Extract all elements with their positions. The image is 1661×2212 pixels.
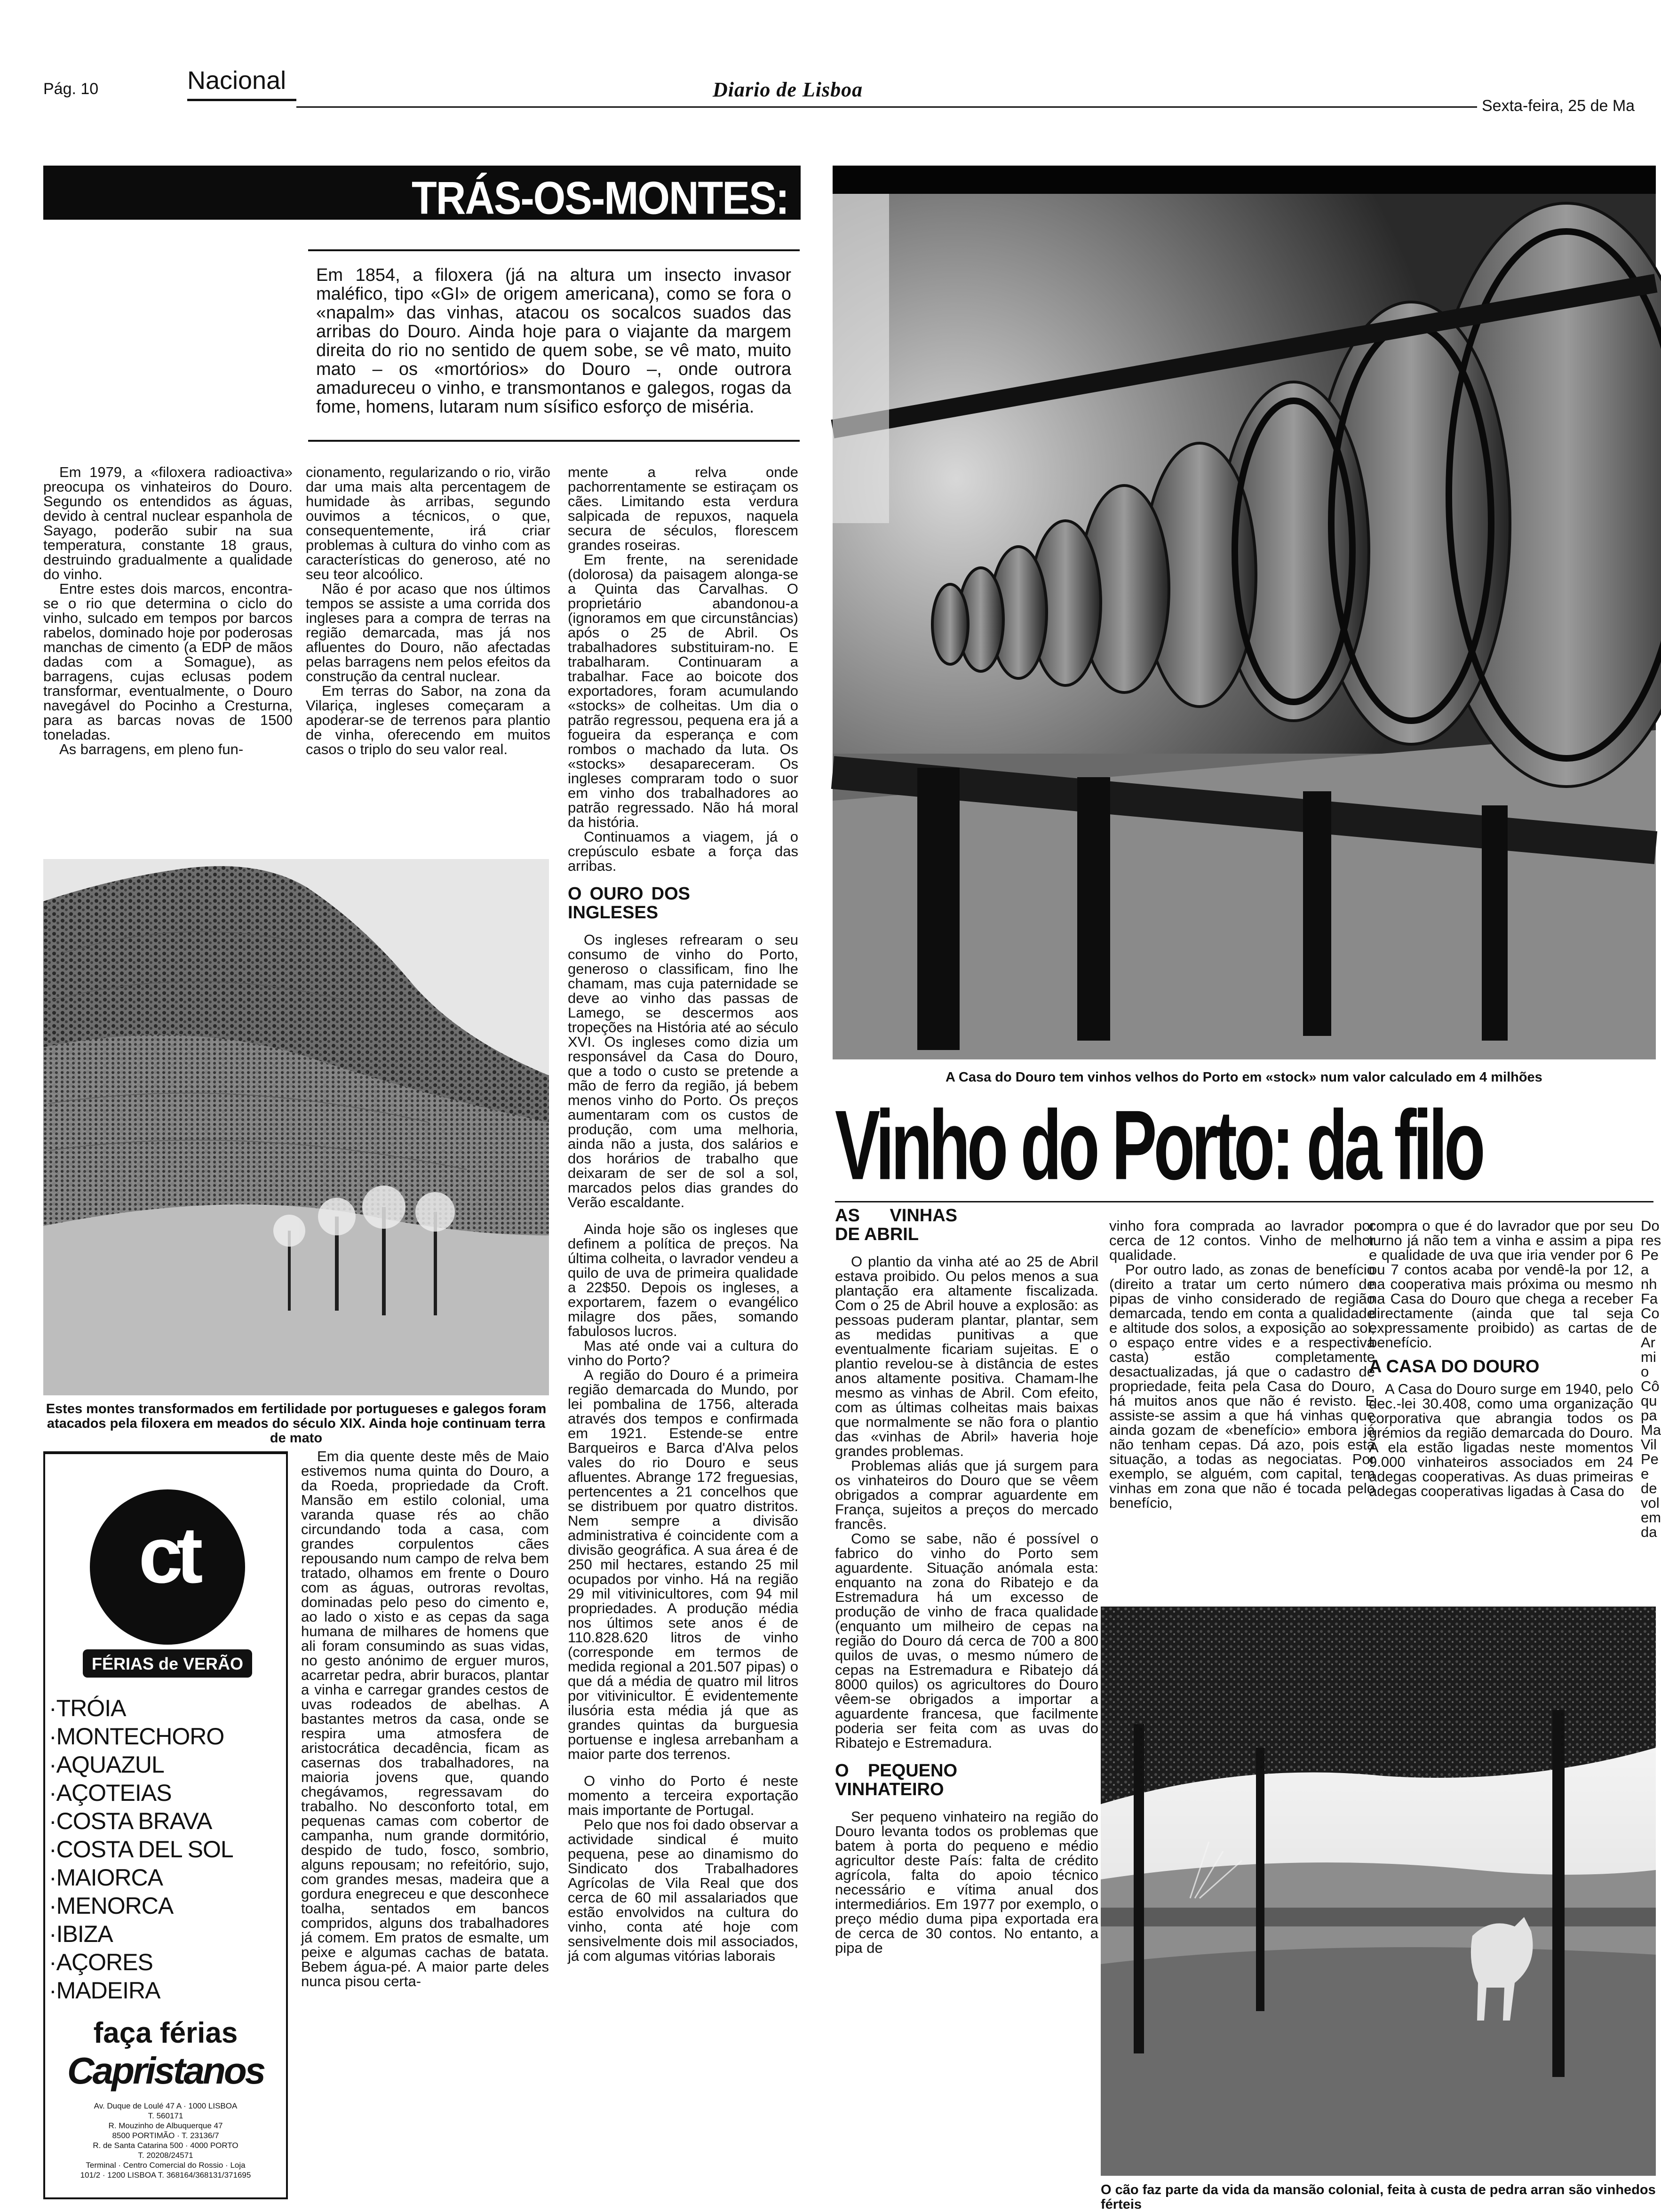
intro-rule-top — [308, 249, 800, 251]
paragraph: Em terras do Sabor, na zona da Vilariça, ingleses começaram a apoderar-se de terrenos para plantio de vinha, oferecendo em muitos casos o triplo do seu valor real. — [306, 683, 550, 757]
subhead-abril: AS VINHAS DE ABRIL — [835, 1206, 957, 1244]
paragraph: Continuamos a viagem, já o crepúsculo esbate a força das arribas. — [568, 828, 798, 874]
subhead-pequeno: O PEQUENO VINHATEIRO — [835, 1761, 957, 1799]
ad-logo — [90, 1489, 245, 1645]
hills-illustration — [43, 859, 549, 1395]
fragment: em — [1641, 1509, 1661, 1526]
dog-caption: O cão faz parte da vida da mansão colonial, feita à custa de pedra arran são vinhedos férteis — [1101, 2182, 1656, 2212]
fragment: Pe — [1641, 1451, 1659, 1467]
paragraph: Ser pequeno vinhateiro na região do Douro levanta todos os problemas que batem à porta do pequeno e médio agricultor deste País: falta de crédito agrícola, falta do apoio técnico necessário e vítima anual dos intermediários. Em 1977 por exemplo, o preço médio duma pipa exportada era de cerca de 30 contos. No entanto, a pipa de — [835, 1808, 1098, 1956]
page-number: Pág. 10 — [43, 80, 99, 98]
subhead-ouro: O OURO DOS INGLESES — [568, 884, 690, 923]
paragraph: Como se sabe, não é possível o fabrico do vinho do Porto sem aguardente. Situação anómala esta: enquanto na zona do Ribatejo e da Estremadura há um excesso de produção de vinho de fraca qualidade (enquanto um milheiro de cepas na região do Douro dá cerca de 700 a 800 quilos de uvas, o mesmo número de cepas na Estremadura e Ribatejo dá 8000 quilos) os agricultores do Douro vêem-se obrigados a importar a aguardente francesa, que facilmente poderia ser feita com as uvas do Ribatejo e Estremadura. — [835, 1530, 1098, 1751]
destination-item: ·MENORCA — [49, 1893, 174, 1919]
fragment: mi — [1641, 1349, 1656, 1365]
fragment: o — [1641, 1363, 1649, 1380]
paragraph: Mas até onde vai a cultura do vinho do Porto? — [568, 1337, 798, 1369]
region-banner — [43, 166, 801, 224]
address-line: T. 560171 — [148, 2111, 183, 2120]
fragment: e — [1641, 1465, 1649, 1482]
address-line: R. de Santa Catarina 500 · 4000 PORTO — [93, 2141, 238, 2150]
subhead-casa: A CASA DO DOURO — [1369, 1357, 1540, 1377]
destination-label: AÇORES — [56, 1949, 153, 1975]
intro-text: Em 1854, a filoxera (já na altura um insecto invasor maléfico, tipo «GI» de origem americana), como se fora o «napalm» das vinhas, atacou os socalcos suados das arribas do Douro. Ainda hoje para o viajante da margem direita do rio no sentido de quem sobe, se vê mato, muito mato – os «mortórios» do Douro –, onde outrora amadureceu o vinho, e transmontanos e galegos, rogas da fome, homens, lutaram num sísifico esforço de miséria. — [316, 265, 791, 417]
destination-item: ·IBIZA — [49, 1921, 113, 1947]
paragraph: mente a relva onde pachorrentamente se estiraçam os cães. Limitando esta verdura salpicada de repuxos, naquela secura de séculos, florescem grandes roseiras. — [568, 464, 798, 553]
fragment: Cô — [1641, 1378, 1660, 1394]
destination-item: ·MADEIRA — [49, 1977, 160, 2004]
paragraph: A Casa do Douro surge em 1940, pelo dec.-lei 30.408, como uma organização corporativa que abrangia todos os grémios da região demarcada do Douro. A ela estão ligadas neste momentos 9.000 vinhateiros associados em 24 adegas cooperativas. As duas primeiras adegas cooperativas ligadas à Casa do — [1369, 1381, 1633, 1499]
destination-item: ·TRÓIA — [49, 1695, 126, 1721]
address-line: Av. Duque de Loulé 47 A · 1000 LISBOA — [94, 2101, 238, 2110]
destination-item: ·MONTECHORO — [49, 1723, 224, 1750]
date: Sexta-feira, 25 de Ma — [1482, 97, 1635, 115]
destination-label: COSTA BRAVA — [56, 1808, 212, 1834]
paragraph: A região do Douro é a primeira região demarcada do Mundo, por lei pombalina de 1756, alterada através dos tempos e confirmada em 1921. Estende-se entre Barqueiros e Barca d'Alva pelos vales do rio Douro e seus afluentes. Abrange 172 freguesias, pertencentes a 21 concelhos que se distribuem por quatro distritos. Nem sempre a divisão administrativa é coincidente com a divisão geográfica. A sua área é de 250 mil hectares, estando 25 mil ocupados por vinho. Há na região 29 mil vitivinicultores, com 94 mil propriedades. A produção média nos últimos sete anos é de 110.828.620 litros de vinho (corresponde em termos de medida regional a 201.507 pipas) o que dá a média de quatro mil litros por vitivinicultor. É evidentemente ilusória esta média já que as grandes quintas da burguesia portuense e inglesa arrebanham a maior parte dos terrenos. — [568, 1367, 798, 1762]
paragraph: vinho fora comprada ao lavrador por cerca de 12 contos. Vinho de melhor qualidade. — [1109, 1217, 1375, 1263]
barrels-caption: A Casa do Douro tem vinhos velhos do Porto em «stock» num valor calculado em 4 milhões — [946, 1070, 1542, 1085]
header-rule — [296, 106, 1477, 108]
fragment: Pe — [1641, 1247, 1659, 1263]
destination-item: ·AÇOTEIAS — [49, 1780, 172, 1806]
barrels-photo — [833, 166, 1656, 1059]
destination-label: AÇOTEIAS — [56, 1780, 172, 1806]
hills-photo — [43, 859, 549, 1395]
fragment: a — [1641, 1261, 1649, 1278]
masthead: Diario de Lisboa — [713, 78, 863, 101]
fragment: Co — [1641, 1305, 1660, 1321]
fragment: Ar — [1641, 1334, 1655, 1351]
intro-rule-bottom — [308, 440, 800, 442]
destination-item: ·COSTA DEL SOL — [49, 1836, 233, 1862]
paragraph: O plantio da vinha até ao 25 de Abril estava proibido. Ou pelos menos a sua plantação era altamente fiscalizada. Com o 25 de Abril houve a explosão: as pessoas puderam plantar, plantar, sem as medidas punitivas a que eventualmente ficariam sujeitas. E o plantio revelou-se à distância de estes anos altamente positiva. Chamam-lhe mesmo as vinhas de Abril. Com efeito, com as últimas colheitas mais baixas que normalmente se não fora o plantio das «vinhas de Abril» haveria hoje grandes problemas. — [835, 1253, 1098, 1459]
paragraph: Em dia quente deste mês de Maio estivemos numa quinta do Douro, a da Roeda, propriedade da Croft. Mansão em estilo colonial, uma varanda quase rés ao chão circundando toda a casa, com grandes corpulentos cães repousando num campo de relva bem tratado, olhamos em frente o Douro com as águas, outroras revoltas, dominadas pelo peso do cimento e, ao lado o xisto e as cepas da saga humana de milhares de homens que ali foram consumindo as suas vidas, no gesto anónimo de erguer muros, acarretar pedra, abrir buracos, plantar a vinha e carregar grandes cestos de uvas rodeados de abelhas. A bastantes metros da casa, onde se respira uma atmosfera de aristocrática decadência, ficam as casernas dos trabalhadores, na maioria jovens que, quando chegávamos, regressavam do trabalho. No desconforto total, em pequenas camas com cobertor de campanha, num grande dormitório, despido de tudo, fosco, sombrio, alguns repousam; no refeitório, sujo, com grandes mesas, madeira que a gordura enegreceu e que desconhece toalha, sentados em bancos compridos, alguns dos trabalhadores já comem. Em pratos de esmalte, um peixe e algumas cachas de batata. Bebem água-pé. A maior parte deles nunca pisou certa- — [301, 1448, 549, 1989]
paragraph: Ainda hoje são os ingleses que definem a política de preços. Na última colheita, o lavrador vendeu a quilo de uva de primeira qualidade a 22$50. Depois os ingleses, a exportarem, fazem o evangélico milagre dos pães, somando fabulosos lucros. — [568, 1221, 798, 1339]
column-casa — [1369, 1218, 1633, 1498]
column-abril — [835, 1195, 1098, 1955]
section-label: Nacional — [187, 66, 286, 95]
destination-label: MADEIRA — [56, 1977, 160, 2004]
paragraph: cionamento, regularizando o rio, virão dar uma mais alta percentagem de humidade às arribas, segundo ouvimos a técnicos, o que, consequentemente, irá criar problemas à cultura do vinho com as características do generoso, até no seu teor alcoólico. — [306, 464, 550, 582]
fragment: qu — [1641, 1392, 1657, 1409]
destination-label: MAIORCA — [56, 1864, 163, 1891]
address-line: R. Mouzinho de Albuquerque 47 — [108, 2121, 223, 2130]
destination-item: ·COSTA BRAVA — [49, 1808, 212, 1834]
section-underline — [187, 99, 296, 101]
paragraph: Os ingleses refrearam o seu consumo de vinho do Porto, generoso o classificam, fino lhe chamam, mas cuja paternidade se deve ao vinho das passas de Lamego, se descermos aos tropeções na História até ao século XVI. Os ingleses como dizia um responsável da Casa do Douro, que a todo o custo se pretende a mão de ferro da região, já bebem menos vinho do Porto. Os preços aumentaram com os custos de produção, com uma melhoria, ainda não a justa, dos salários e dos horários de trabalho que deixaram de ser de sol a sol, marcados pelos dias grandes do Verão escaldante. — [568, 931, 798, 1210]
destination-label: TRÓIA — [56, 1695, 126, 1721]
fragment: res — [1641, 1232, 1661, 1249]
ad-logo-text: ct — [138, 1511, 197, 1600]
fragment: da — [1641, 1524, 1657, 1540]
paragraph: compra o que é do lavrador que por seu turno já não tem a vinha e assim a pipa e qualidade de uva que iria vender por 6 ou 7 contos acaba por vendê-la por 12, na cooperativa mais próxima ou mesmo na Casa do Douro que chega a receber directamente (ainda que tal seja expressamente proibido) as cartas de benefício. — [1369, 1217, 1633, 1351]
fragment: Do — [1641, 1217, 1660, 1234]
fragment: de — [1641, 1320, 1657, 1336]
barrels-illustration — [833, 166, 1656, 1059]
destination-label: MONTECHORO — [56, 1723, 224, 1750]
destination-label: MENORCA — [56, 1893, 174, 1919]
main-headline: Vinho do Porto: da filo — [835, 1090, 1482, 1201]
fragment: Fa — [1641, 1290, 1658, 1307]
paragraph: Não é por acaso que nos últimos tempos se assiste a uma corrida dos ingleses para a compra de terras na região demarcada, mas já nos afluentes do Douro, não afectadas pelas barragens nem pelos efeitos da construção da central nuclear. — [306, 581, 550, 684]
column-cutoff — [1641, 1218, 1660, 1539]
destination-label: IBIZA — [56, 1921, 113, 1947]
region-title: TRÁS-OS-MONTES: — [411, 172, 788, 224]
ad-brand: Capristanos — [67, 2050, 264, 2092]
paragraph: Pelo que nos foi dado observar a actividade sindical é muito pequena, pese ao dinamismo do Sindicato dos Trabalhadores Agrícolas de Vila Real que dos cerca de 60 mil assalariados que estão envolvidos na cultura do vinho, conta até hoje com sensivelmente dois mil associados, já com algumas vitórias laborais — [568, 1816, 798, 1964]
address-line: Terminal · Centro Comercial do Rossio · Loja — [86, 2161, 246, 2170]
destination-item: ·AQUAZUL — [49, 1751, 164, 1778]
fragment: vol — [1641, 1495, 1660, 1511]
ad-destinations — [49, 1694, 284, 2005]
dog-photo — [1101, 1607, 1656, 2176]
column-quinta — [301, 1449, 549, 1989]
paragraph: Em 1979, a «filoxera radioactiva» preocupa os vinhateiros do Douro. Segundo os entendidos as águas, devido à central nuclear espanhola de Sayago, poderão subir na sua temperatura, constante 18 graus, destruindo gradualmente a qualidade do vinho. — [43, 464, 293, 582]
column-1 — [43, 465, 293, 756]
destination-label: AQUAZUL — [56, 1751, 164, 1778]
address-line: 101/2 · 1200 LISBOA T. 368164/368131/371695 — [80, 2171, 251, 2180]
address-line: 8500 PORTIMÃO · T. 23136/7 — [112, 2131, 219, 2140]
capristanos-ad — [43, 1451, 288, 2199]
address-line: T. 20208/24571 — [138, 2151, 193, 2160]
paragraph: Em frente, na serenidade (dolorosa) da paisagem alonga-se a Quinta das Carvalhas. O proprietário abandonou-a (ignoramos em que circunstâncias) após o 25 de Abril. Os trabalhadores substituiram-no. E trabalharam. Continuaram a trabalhar. Face ao boicote dos exportadores, foram acumulando «stocks» de colheitas. Um dia o patrão regressou, pequena era já a fogueira da esperança e com rombos o machado da luta. Os «stocks» desapareceram. Os ingleses compraram todo o suor em vinho dos trabalhadores ao patrão regressado. Não há moral da história. — [568, 551, 798, 830]
destination-item: ·AÇORES — [49, 1949, 153, 1975]
fragment: pa — [1641, 1407, 1657, 1424]
column-3 — [568, 465, 798, 1963]
dog-illustration — [1101, 1607, 1656, 2176]
hills-caption: Estes montes transformados em fertilidade por portugueses e galegos foram atacados pela filoxera em meados do século XIX. Ainda hoje continuam terra de mato — [46, 1401, 547, 1446]
destination-item: ·MAIORCA — [49, 1864, 163, 1891]
paragraph: Por outro lado, as zonas de benefício (direito a tratar um certo número de pipas de vinho considerado de região demarcada, tendo em conta a qualidade e altitude dos solos, a exposição ao sol, o espaço entre vides e a respectiva casta) estão completamente desactualizadas, já que o cadastro de propriedade, feita pela Casa do Douro, há muitos anos que não é revisto. E assiste-se assim a que há vinhas que ainda gozam de «benefício» embora já não tenham cepas. Dá azo, pois esta situação, a todas as negociatas. Por exemplo, se alguém, com capital, tem vinhas em zona que não é tocada pelo benefício, — [1109, 1261, 1375, 1511]
fragment: de — [1641, 1480, 1657, 1496]
destination-label: COSTA DEL SOL — [56, 1836, 233, 1862]
paragraph: Entre estes dois marcos, encontra-se o rio que determina o ciclo do vinho, sulcado em tempos por barcos rabelos, dominado hoje por poderosas manchas de cimento (a EDP de mãos dadas com a Somague), as barragens, cujas eclusas podem transformar, eventualmente, o Douro navegável do Pocinho a Cresturna, para as barcas novas de 1500 toneladas. — [43, 581, 293, 743]
ad-tagline: faça férias — [93, 2017, 238, 2049]
column-2 — [306, 465, 550, 756]
fragment: Vil — [1641, 1436, 1657, 1453]
ad-addresses — [50, 2101, 281, 2180]
paragraph: O vinho do Porto é neste momento a terceira exportação mais importante de Portugal. — [568, 1773, 798, 1818]
paragraph: Problemas aliás que já surgem para os vinhateiros do Douro que se vêem obrigados a comprar aguardente em França, sujeitos a preços do mercado francês. — [835, 1457, 1098, 1532]
ad-ribbon — [83, 1649, 252, 1678]
fragment: nh — [1641, 1276, 1657, 1292]
fragment: Ma — [1641, 1422, 1661, 1438]
column-beneficio — [1109, 1218, 1375, 1510]
ad-ribbon-text: FÉRIAS de VERÃO — [91, 1654, 244, 1673]
paragraph: As barragens, em pleno fun- — [59, 741, 244, 757]
